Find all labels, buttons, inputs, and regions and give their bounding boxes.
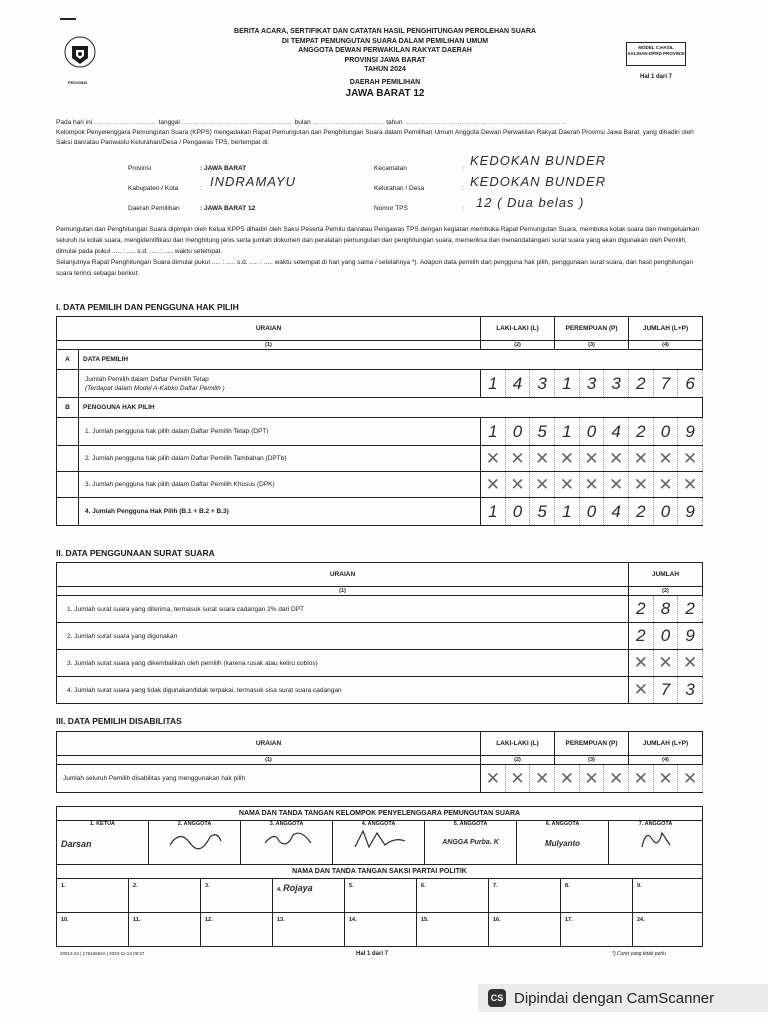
- kpps-cell-4: 4. ANGGOTA: [333, 821, 425, 865]
- b4-digit: 0: [653, 498, 678, 526]
- cross-mark: ✕: [579, 765, 604, 793]
- kpps-signature-title: NAMA DAN TANDA TANGAN KELOMPOK PENYELENGGARA PEMUNGUTAN SUARA: [57, 807, 703, 821]
- tanggal-label: tanggal: [158, 119, 180, 126]
- dpt-digit: 1: [555, 370, 580, 398]
- provinsi-label: Provinsi: [128, 165, 152, 172]
- signature-name: Darsan: [61, 839, 92, 849]
- cross-mark: ✕: [678, 650, 703, 677]
- dapil-info-label: Daerah Pemilihan: [128, 205, 180, 212]
- section-3-table: [56, 731, 703, 793]
- saksi-cell: 3.: [201, 879, 273, 913]
- b1-digit: 1: [555, 418, 580, 446]
- cross-mark: ✕: [629, 472, 654, 498]
- dpt-digit: 7: [653, 370, 678, 398]
- paragraph-1: Pemungutan dan Penghitungan Suara dipimpin oleh Ketua KPPS dihadiri oleh Saksi Peserta Pemilu dan/atau Pengawas TPS dengan kegiatan membuka Rapat Pemungutan Suara, membuka kotak suara dan mengeluarkan seluruh isi kotak suara, mengidentifikasi dan menghitung jenis serta jumlah dokumen dan peralatan pemungutan dan penghitungan suara, memeriksa dan menandatangani surat suara yang akan digunakan oleh Pemilih, dimulai pada pukul ..... : ..... s.d. ..... : ..... waktu setempat.: [56, 226, 700, 255]
- saksi-cell: 6.: [417, 879, 489, 913]
- b1-digit: 9: [678, 418, 703, 446]
- saksi-cell: 10.: [57, 913, 129, 947]
- saksi-cell: 11.: [129, 913, 201, 947]
- dapil-title: JAWA BARAT 12: [345, 88, 425, 99]
- saksi-cell: 1.: [57, 879, 129, 913]
- signature-scribble-icon: [257, 827, 317, 851]
- cross-mark: ✕: [653, 765, 678, 793]
- b1-digit: 5: [530, 418, 555, 446]
- signature-scribble-icon: [165, 827, 225, 851]
- meeting-paragraph: [56, 224, 706, 279]
- b2-label: 2. Jumlah pengguna hak pilih dalam Daftar Pemilih Tambahan (DPTb): [79, 446, 481, 472]
- b1-digit: 2: [629, 418, 654, 446]
- cross-mark: ✕: [653, 650, 678, 677]
- saksi-cell: 12.: [201, 913, 273, 947]
- dpt-digit: 1: [481, 370, 506, 398]
- provinsi-value: : JAWA BARAT: [200, 165, 247, 172]
- saksi-cell: 5.: [345, 879, 417, 913]
- signature-scribble-icon: [349, 827, 409, 851]
- col-laki: LAKI-LAKI (L): [481, 317, 555, 341]
- ss-r4-digit: ✕: [629, 677, 654, 704]
- ss-r4-digit: 7: [653, 677, 678, 704]
- header-line-1: BERITA ACARA, SERTIFIKAT DAN CATATAN HASIL PENGHITUNGAN PEROLEHAN SUARA: [234, 28, 536, 35]
- kpps-cell-2: 2. ANGGOTA: [149, 821, 241, 865]
- col-uraian: URAIAN: [57, 317, 481, 341]
- kpu-logo-icon: [58, 30, 112, 80]
- kecamatan-value: KEDOKAN BUNDER: [470, 153, 607, 168]
- cross-mark: ✕: [481, 472, 506, 498]
- cross-mark: ✕: [678, 446, 703, 472]
- b4-label: 4. Jumlah Pengguna Hak Pilih (B.1 + B.2 + B.3): [79, 498, 481, 526]
- header-line-3: ANGGOTA DEWAN PERWAKILAN RAKYAT DAERAH: [298, 47, 472, 54]
- tps-value: 12 ( Dua belas ): [476, 195, 585, 210]
- kpps-cell-7: 7. ANGGOTA: [609, 821, 703, 865]
- col-uraian-3: URAIAN: [57, 732, 481, 756]
- saksi-cell: 24.: [633, 913, 703, 947]
- logo-caption: PROVINSI: [68, 80, 88, 85]
- cross-mark: ✕: [555, 765, 580, 793]
- camscanner-icon: CS: [488, 989, 506, 1007]
- cross-mark: ✕: [505, 765, 530, 793]
- ss-r1-label: 1. Jumlah surat suara yang diterima, termasuk surat suara cadangan 2% dari DPT: [57, 596, 629, 623]
- cross-mark: ✕: [579, 472, 604, 498]
- col-laki-3: LAKI-LAKI (L): [481, 732, 555, 756]
- b1-digit: 1: [481, 418, 506, 446]
- col-perempuan-3: PEREMPUAN (P): [555, 732, 629, 756]
- b4-digit: 2: [629, 498, 654, 526]
- section-2-title: II. DATA PENGGUNAAN SURAT SUARA: [56, 548, 215, 558]
- b4-digit: 1: [555, 498, 580, 526]
- row-b-title: PENGGUNA HAK PILIH: [79, 398, 703, 418]
- saksi-cell: 7.: [489, 879, 561, 913]
- scanned-document-page: PROVINSI BERITA ACARA, SERTIFIKAT DAN CATATAN HASIL PENGHITUNGAN PEROLEHAN SUARA DI TEMPAT PEMUNGUTAN SUARA DALAM PEMILIHAN UMUM ANGGOTA DEWAN PERWAKILAN RAKYAT DAERAH PROVINSI JAWA BARAT TAHUN 2024 DAERAH PEMILIHAN JAWA BARAT 12 MODEL C.HASIL SALINAN-DPRD PROVINSI Hal 1 dari 7 Pada hari ini ........................... tanggal ................................................ bulan ............................... tahun ...................................................................... Kelompok Penyelenggara Pemungutan Suara (KPPS) mengadakan Rapat Pemungutan dan Penghitungan Suara dalam Pemilihan Umum Anggota Dewan Perwakilan Rakyat Daerah Provinsi Jawa Barat, yang dihadiri oleh Saksi dan/atau Panwaslu Kelurahan/Desa / Pengawas TPS, bertempat di: Provinsi : JAWA BARAT Kabupaten / Kota : INDRAMAYU Daerah Pemilihan : JAWA BARAT 12 Kecamatan : KEDOKAN BUNDER Kelurahan / Desa : KEDOKAN BUNDER Nomor TPS : 12 ( Dua belas ) Pemungutan dan Penghitungan Suara dipimpin oleh Ketua KPPS dihadiri oleh Saksi Peserta Pemilu dan/atau Pengawas TPS dengan kegiatan membuka Rapat Pemungutan Suara, membuka kotak suara dan mengeluarkan seluruh isi kotak suara, mengidentifikasi dan menghitung jenis serta jumlah dokumen dan peralatan pemungutan dan penghitungan suara, memeriksa dan menandatangani surat suara yang akan digunakan oleh Pemilih, dimulai pada pukul ..... : ..... s.d. ..... : ..... waktu setempat. Selanjutnya Rapat Penghitungan Suara dimulai pukul ..... : ..... s.d. ..... : ..... waktu setempat di hari yang sama / setelahnya *). Adapun data pemilih dan pengguna hak pilih, penggunaan surat suara, dan hasil penghitungan suara terinci sebagai berikut: I. DATA PEMILIH DAN PENGGUNA HAK PILIH URAIAN LAKI-LAKI (L) PEREMPUAN (P) JUMLAH (L+P) (1) (2) (3) (4) A DATA PEMILIH Jumlah Pemilih dalam Daftar Pemilih Tetap (Terdapat dalam Model A-Kabko Daftar Pemilih ) 1 4 3 1 3 3 2 7 6 B PENGGUNA HAK PILIH 1. Jumlah pengguna hak pilih dalam Daftar Pemilih Tetap (DPT) 1 0 5 1 0 4 2 0 9 2. Jumlah pengguna hak pilih dalam Daftar Pemilih Tambahan (DPTb) ✕ ✕ ✕ ✕ ✕ ✕ ✕ ✕ ✕ 3. Jumlah pengguna hak pilih dalam Daftar Pemilih Khusus (DPK) ✕ ✕ ✕ ✕ ✕ ✕ ✕ ✕ ✕ 4. Jumlah Pengguna Hak Pilih (B.1 + B.2 + B.3) 1 0 5 1 0 4 2 0 9 II. DATA PENGGUNAAN SURAT SUARA URAIAN JUMLAH (1) (2) 1. Jumlah surat suara yang diterima, termasuk surat suara cadangan 2% dari DPT 2 8 2 2. Jumlah surat suara yang digunakan 2 0 9 3. Jumlah surat suara yang dikembalikan oleh pemilih (karena rusak atau keliru coblos) ✕ ✕ ✕ 4. Jumlah surat suara yang tidak digunakan/tidak terpakai, termasuk sisa surat suara cadangan ✕ 7 3 III. DATA PEMILIH DISABILITAS URAIAN LAKI-LAKI (L) PEREMPUAN (P) JUMLAH (L+P) (1) (2) (3) (4) Jumlah seluruh Pemilih disabilitas yang menggunakan hak pilih ✕ ✕ ✕ ✕ ✕ ✕ ✕ ✕ ✕ NAMA DAN TANDA TANGAN KELOMPOK PENYELENGGARA PEMUNGUTAN SUARA 1. KETUA Darsan 2. ANGGOTA 3. ANGGOTA 4. ANGGOTA 5. ANGGOTA ANGGA Purba. K 6. ANGGOTA Mulyanto 7. ANGGOTA NAMA DAN TANDA TANGAN SAKSI PARTAI POLITIK 1. 2. 3. 4. Rojaya 5. 6. 7. 8. 9. 10. 11. 12. 13. 14. 15. 16. 17. 24. 20012-24 | 17642662A | 2023-11-14 09:27 Hal 1 dari 7 *) Coret yang tidak perlu CS Dipindai dengan CamScanner: [0, 0, 768, 1024]
- header-line-4: PROVINSI JAWA BARAT: [344, 56, 426, 64]
- camscanner-text: Dipindai dengan CamScanner: [514, 989, 715, 1007]
- col-num-3: (3): [555, 341, 629, 350]
- cross-mark: ✕: [505, 446, 530, 472]
- saksi-cell: 13.: [273, 913, 345, 947]
- ss-r2-digit: 2: [629, 623, 654, 650]
- cross-mark: ✕: [530, 472, 555, 498]
- col-jumlah: JUMLAH (L+P): [629, 317, 703, 341]
- dpt-digit: 3: [604, 370, 629, 398]
- date-line: Pada hari ini ........................... tanggal ................................................ bulan ............................... tahun ......................................................................: [56, 119, 566, 126]
- kpps-cell-1: 1. KETUA Darsan: [57, 821, 149, 865]
- ss-r1-digit: 2: [678, 596, 703, 623]
- scan-mark: [60, 18, 76, 20]
- dpt-label: Jumlah Pemilih dalam Daftar Pemilih Tetap (Terdapat dalam Model A-Kabko Daftar Pemilih ): [79, 370, 481, 398]
- b4-digit: 1: [481, 498, 506, 526]
- disabilitas-label: Jumlah seluruh Pemilih disabilitas yang menggunakan hak pilih: [57, 765, 481, 793]
- document-header: [150, 27, 620, 100]
- col-num-2: (2): [629, 587, 703, 596]
- ss-r2-digit: 0: [653, 623, 678, 650]
- kelurahan-value: KEDOKAN BUNDER: [470, 174, 607, 189]
- saksi-cell: 16.: [489, 913, 561, 947]
- kabupaten-value: INDRAMAYU: [210, 174, 297, 189]
- row-b-label: B: [57, 398, 79, 418]
- saksi-cell: 8.: [561, 879, 633, 913]
- saksi-cell: 14.: [345, 913, 417, 947]
- camscanner-badge: [478, 984, 768, 1012]
- section-3-title: III. DATA PEMILIH DISABILITAS: [56, 716, 182, 726]
- cross-mark: ✕: [481, 446, 506, 472]
- section-1-table: [56, 316, 703, 526]
- dapil-label: DAERAH PEMILIHAN: [349, 78, 421, 86]
- saksi-signature-table: [56, 864, 703, 947]
- col-num-1: (1): [57, 756, 481, 765]
- cross-mark: ✕: [579, 446, 604, 472]
- signature-name: Mulyanto: [544, 839, 581, 848]
- dpt-digit: 4: [505, 370, 530, 398]
- cross-mark: ✕: [530, 446, 555, 472]
- b3-label: 3. Jumlah pengguna hak pilih dalam Daftar Pemilih Khusus (DPK): [79, 472, 481, 498]
- cross-mark: ✕: [629, 765, 654, 793]
- cross-mark: ✕: [678, 472, 703, 498]
- col-num-1: (1): [57, 341, 481, 350]
- ss-r2-digit: 9: [678, 623, 703, 650]
- tps-label: Nomor TPS: [374, 205, 408, 212]
- ss-r4-digit: 3: [678, 677, 703, 704]
- b1-label: 1. Jumlah pengguna hak pilih dalam Daftar Pemilih Tetap (DPT): [79, 418, 481, 446]
- cross-mark: ✕: [604, 472, 629, 498]
- b4-digit: 4: [604, 498, 629, 526]
- section-2-table: [56, 562, 703, 704]
- col-num-2: (2): [481, 341, 555, 350]
- kpps-cell-5: 5. ANGGOTA ANGGA Purba. K: [425, 821, 517, 865]
- col-num-3: (3): [555, 756, 629, 765]
- bulan-label: bulan: [294, 119, 311, 126]
- saksi-cell: 2.: [129, 879, 201, 913]
- cross-mark: ✕: [555, 446, 580, 472]
- saksi-cell: 9.: [633, 879, 703, 913]
- intro-text: [56, 118, 706, 148]
- kelurahan-label: Kelurahan / Desa: [374, 185, 425, 192]
- cross-mark: ✕: [653, 472, 678, 498]
- b1-digit: 4: [604, 418, 629, 446]
- b1-digit: 0: [505, 418, 530, 446]
- col-perempuan: PEREMPUAN (P): [555, 317, 629, 341]
- cross-mark: ✕: [653, 446, 678, 472]
- signature-name: ANGGA Purba. K: [442, 839, 499, 846]
- intro-body: Kelompok Penyelenggara Pemungutan Suara (KPPS) mengadakan Rapat Pemungutan dan Penghitungan Suara dalam Pemilihan Umum Anggota Dewan Perwakilan Rakyat Daerah Provinsi Jawa Barat, yang dihadiri oleh Saksi dan/atau Panwaslu Kelurahan/Desa / Pengawas TPS, bertempat di:: [56, 129, 694, 146]
- header-line-5: TAHUN 2024: [364, 66, 406, 73]
- cross-mark: ✕: [629, 650, 654, 677]
- ss-r4-label: 4. Jumlah surat suara yang tidak digunakan/tidak terpakai, termasuk sisa surat suara cadangan: [57, 677, 629, 704]
- col-jumlah-2: JUMLAH: [629, 563, 703, 587]
- kpps-signature-table: [56, 806, 703, 865]
- cross-mark: ✕: [678, 765, 703, 793]
- paragraph-2: Selanjutnya Rapat Penghitungan Suara dimulai pukul ..... : ..... s.d. ..... : ..... waktu setempat di hari yang sama / setelahnya *). Adapun data pemilih dan pengguna hak pilih, penggunaan surat suara, dan hasil penghitungan suara terinci sebagai berikut:: [56, 259, 694, 277]
- hari-label: Pada hari ini: [56, 119, 93, 126]
- cross-mark: ✕: [604, 765, 629, 793]
- row-a-title: DATA PEMILIH: [79, 350, 703, 370]
- col-num-2: (2): [481, 756, 555, 765]
- header-line-2: DI TEMPAT PEMUNGUTAN SUARA DALAM PEMILIHAN UMUM: [281, 37, 489, 45]
- footer-code: 20012-24 | 17642662A | 2023-11-14 09:27: [60, 951, 145, 956]
- ss-r1-digit: 2: [629, 596, 654, 623]
- cross-mark: ✕: [505, 472, 530, 498]
- cross-mark: ✕: [481, 765, 506, 793]
- b4-digit: 9: [678, 498, 703, 526]
- page-number-top: Hal 1 dari 7: [640, 74, 673, 80]
- section-1-title: I. DATA PEMILIH DAN PENGGUNA HAK PILIH: [56, 302, 239, 312]
- ss-r3-label: 3. Jumlah surat suara yang dikembalikan oleh pemilih (karena rusak atau keliru coblos): [57, 650, 629, 677]
- model-box: MODEL C.HASIL SALINAN-DPRD PROVINSI: [626, 42, 686, 66]
- dapil-info-value: : JAWA BARAT 12: [200, 205, 256, 212]
- col-num-4: (4): [629, 341, 703, 350]
- col-uraian-2: URAIAN: [57, 563, 629, 587]
- col-jumlah-3: JUMLAH (L+P): [629, 732, 703, 756]
- footer-page: Hal 1 dari 7: [356, 951, 389, 957]
- cross-mark: ✕: [530, 765, 555, 793]
- signature-name: Rojaya: [283, 883, 313, 893]
- footer-note: *) Coret yang tidak perlu: [612, 951, 666, 957]
- cross-mark: ✕: [604, 446, 629, 472]
- tahun-label: tahun: [386, 119, 403, 126]
- ss-r2-label: 2. Jumlah surat suara yang digunakan: [57, 623, 629, 650]
- col-num-1: (1): [57, 587, 629, 596]
- dpt-digit: 3: [579, 370, 604, 398]
- saksi-cell: 15.: [417, 913, 489, 947]
- kpps-cell-6: 6. ANGGOTA Mulyanto: [517, 821, 609, 865]
- row-a-label: A: [57, 350, 79, 370]
- cross-mark: ✕: [555, 472, 580, 498]
- dpt-digit: 2: [629, 370, 654, 398]
- saksi-cell-4: 4. Rojaya: [273, 879, 345, 913]
- saksi-cell: 17.: [561, 913, 633, 947]
- kabupaten-label: Kabupaten / Kota: [128, 185, 179, 192]
- b1-digit: 0: [653, 418, 678, 446]
- b4-digit: 0: [579, 498, 604, 526]
- b4-digit: 5: [530, 498, 555, 526]
- saksi-signature-title: NAMA DAN TANDA TANGAN SAKSI PARTAI POLITIK: [57, 865, 703, 879]
- kpps-cell-3: 3. ANGGOTA: [241, 821, 333, 865]
- col-num-4: (4): [629, 756, 703, 765]
- kecamatan-label: Kecamatan: [374, 165, 407, 172]
- b1-digit: 0: [579, 418, 604, 446]
- cross-mark: ✕: [629, 446, 654, 472]
- dpt-digit: 6: [678, 370, 703, 398]
- ss-r1-digit: 8: [653, 596, 678, 623]
- dpt-digit: 3: [530, 370, 555, 398]
- signature-scribble-icon: [636, 827, 676, 851]
- b4-digit: 0: [505, 498, 530, 526]
